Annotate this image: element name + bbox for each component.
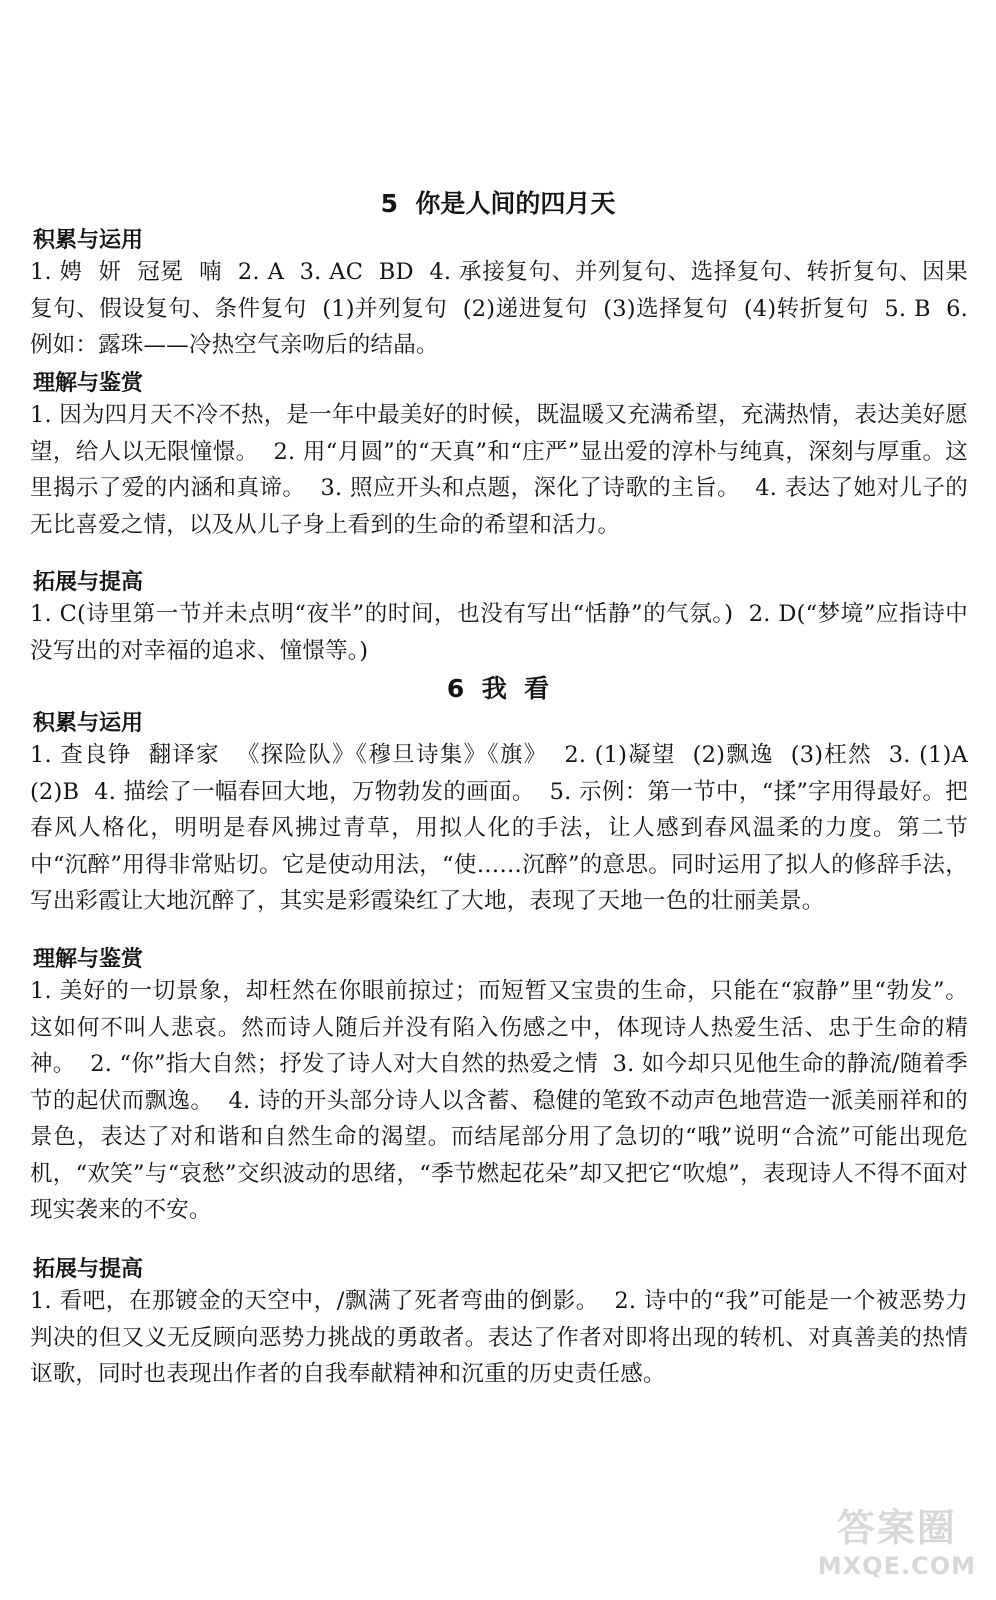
watermark-logo bbox=[818, 1497, 976, 1580]
section-6-heading-appreciation: 理解与鉴赏 bbox=[33, 947, 144, 972]
section-5-heading-accumulation: 积累与运用 bbox=[33, 228, 144, 253]
section-6-heading-extension: 拓展与提高 bbox=[33, 1257, 144, 1282]
section-5-heading-extension: 拓展与提高 bbox=[33, 570, 144, 595]
section-5-heading-appreciation: 理解与鉴赏 bbox=[33, 371, 144, 396]
watermark-url-text: MXQE.COM bbox=[817, 1552, 976, 1580]
watermark-main-text: 答案圈 bbox=[836, 1506, 957, 1550]
section-5-title: 5 你是人间的四月天 bbox=[380, 189, 616, 218]
section-5-appreciation-answers: 1. 因为四月天不冷不热，是一年中最美好的时候，既温暖又充满希望，充满热情，表达美好愿望，给人以无限憧憬。 2. 用“月圆”的“天真”和“庄严”显出爱的淳朴与纯真，深刻与厚重。这里揭示了爱的内涵和真谛。 3. 照应开头和点题，深化了诗歌的主旨。 4. 表达了她对儿子的无比喜爱之情，以及从儿子身上看到的生命的希望和活力。 bbox=[30, 402, 968, 538]
section-5-extension-answers: 1. C(诗里第一节并未点明“夜半”的时间，也没有写出“恬静”的气氛。) 2. D(“梦境”应指诗中没写出的对幸福的追求、憧憬等。) bbox=[30, 601, 968, 664]
section-5-accumulation-answers: 1. 娉 妍 冠冕 喃 2. A 3. AC BD 4. 承接复句、并列复句、选择复句、转折复句、因果复句、假设复句、条件复句 (1)并列复句 (2)递进复句 (3)选择复句 (4)转折复句 5. B 6. 例如：露珠——冷热空气亲吻后的结晶。 bbox=[30, 259, 976, 358]
section-6-appreciation-answers: 1. 美好的一切景象，却枉然在你眼前掠过；而短暂又宝贵的生命，只能在“寂静”里“勃发”。这如何不叫人悲哀。然而诗人随后并没有陷入伤感之中，体现诗人热爱生活、忠于生命的精神。 2. “你”指大自然；抒发了诗人对大自然的热爱之情 3. 如今却只见他生命的静流/随着季节的起伏而飘逸。 4. 诗的开头部分诗人以含蓄、稳健的笔致不动声色地营造一派美丽祥和的景色，表达了对和谐和自然生命的渴望。而结尾部分用了急切的“哦”说明“合流”可能出现危机，“欢笑”与“哀愁”交织波动的思绪，“季节燃起花朵”却又把它“吹熄”，表现诗人不得不面对现实袭来的不安。 bbox=[30, 978, 968, 1223]
section-6-title: 6 我 看 bbox=[446, 674, 550, 703]
section-6-accumulation-answers: 1. 查良铮 翻译家 《探险队》《穆旦诗集》《旗》 2. (1)凝望 (2)飘逸 (3)枉然 3. (1)A (2)B 4. 描绘了一幅春回大地，万物勃发的画面。 5. 示例：第一节中，“揉”字用得最好。把春风人格化，明明是春风拂过青草，用拟人化的手法，让人感到春风温柔的力度。第二节中“沉醉”用得非常贴切。它是使动用法，“使……沉醉”的意思。同时运用了拟人的修辞手法，写出彩霞让大地沉醉了，其实是彩霞染红了大地，表现了天地一色的壮丽美景。 bbox=[30, 742, 983, 914]
section-6-extension-answers: 1. 看吧，在那镀金的天空中，/飘满了死者弯曲的倒影。 2. 诗中的“我”可能是一个被恶势力判决的但又义无反顾向恶势力挑战的勇敢者。表达了作者对即将出现的转机、对真善美的热情讴歌，同时也表现出作者的自我奉献精神和沉重的历史责任感。 bbox=[30, 1288, 968, 1387]
section-6-heading-accumulation: 积累与运用 bbox=[33, 711, 144, 736]
